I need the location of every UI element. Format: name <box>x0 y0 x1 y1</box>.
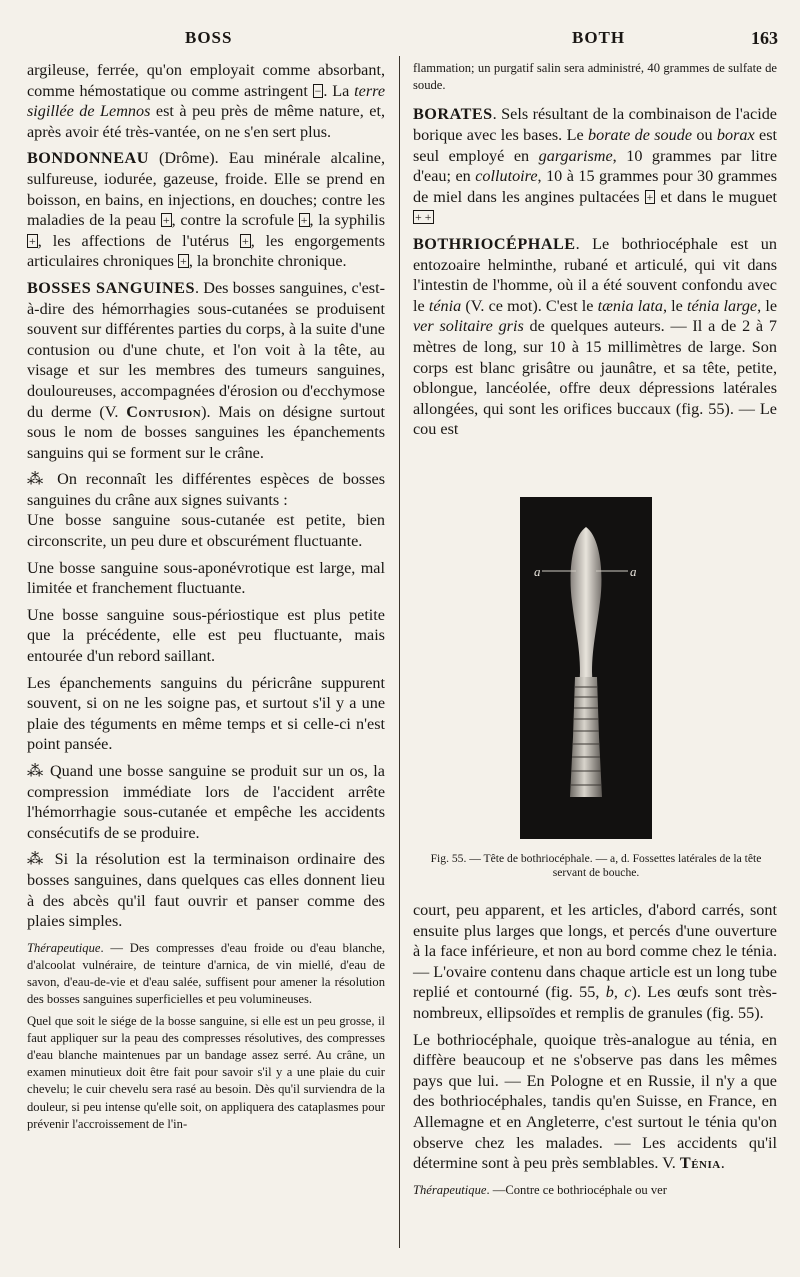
right-column <box>413 60 777 440</box>
entry-heading: BORATES <box>413 105 493 124</box>
paragraph: Une bosse sanguine sous-aponévrotique est large, mal limitée et franchement fluctuante. <box>27 558 385 598</box>
running-header <box>0 28 800 54</box>
page-number: 163 <box>751 28 778 48</box>
paragraph: ⁂ Quand une bosse sanguine se produit sur un os, la compression immédiate lors de l'accident arrête l'hémorrhagie sous-cutanée et empêche les accidents consécutifs de se produire. <box>27 762 385 842</box>
continuation-paragraph: flammation; un purgatif salin sera administré, 40 grammes de sulfate de soude. <box>413 61 777 93</box>
paragraph: Les épanchements sanguins du péricrâne suppurent souvent, si on ne les soigne pas, et surtout s'il y a une plaie des téguments en même temps et si celle-ci n'est point pansée. <box>27 673 385 754</box>
figure-caption: Fig. 55. — Tête de bothriocéphale. — a, d. Fossettes latérales de la tête servant de bouche. <box>430 852 762 879</box>
paragraph: Une bosse sanguine sous-périostique est plus petite que la précédente, elle est peu fluctuante, mais entourée d'un rebord saillant. <box>27 605 385 666</box>
column-divider <box>399 56 400 1248</box>
entry-heading: BONDONNEAU <box>27 149 149 168</box>
left-column <box>27 60 385 1133</box>
entry-borates: BORATES. Sels résultant de la combinaison de l'acide borique avec les bases. Le borate de soude ou borax est seul employé en gargarisme, 10 grammes par litre d'eau; en collutoire, 10 à 15 grammes pour 30 grammes de miel dans les angines pultacées + et dans le muguet + + <box>413 105 778 225</box>
running-head-left: BOSS <box>185 28 233 47</box>
minus-symbol: − <box>314 83 322 98</box>
entry-heading: BOSSES SANGUINES <box>27 278 195 297</box>
tapeworm-illustration <box>520 497 652 839</box>
paragraph: Une bosse sanguine sous-cutanée est petite, bien circonscrite, un peu dure et obscurément fluctuante. <box>27 511 385 551</box>
paragraph: ⁂ Si la résolution est la terminaison ordinaire des bosses sanguines, dans quelques cas elles donnent lieu à des abcès qu'il faut ouvrir et panser comme des plaies simples. <box>27 850 385 931</box>
paragraph: ⁂ On reconnaît les différentes espèces de bosses sanguines du crâne aux signes suivants : <box>27 470 385 509</box>
fig-label-a-right: a <box>630 564 637 579</box>
figure-55-bothriocephale-head <box>520 497 652 839</box>
paragraph-quoique: Le bothriocéphale, quoique très-analogue au ténia, en diffère beaucoup et ne s'observe pas dans les mêmes pays que lui. — En Pologne et en Russie, il n'y a que des bothriocéphales, tandis qu'en Suisse, en France, en Allemagne et en Angleterre, c'est surtout le ténia qu'on observe chez les malades. — Les accidents qu'il détermine sont à peu près semblables. V. Ténia. <box>413 1030 777 1173</box>
entry-bosses-sanguines: BOSSES SANGUINES. Des bosses sanguines, c'est-à-dire des hémorrhagies sous-cutanées se produisent souvent sur différentes parties du corps, à la suite d'une contusion ou d'une chute, et l'on voit à la tête, au visage et sur les membres des tumeurs sanguines, douloureuses, accompagnées d'érosion ou d'ecchymose du derme (V. Contusion). Mais on désigne surtout sous le nom de bosses sanguines les épanchements sanguins qui se forment sur le crâne. <box>27 278 386 462</box>
running-head-right: BOTH <box>572 28 626 47</box>
entry-bondonneau: BONDONNEAU (Drôme). Eau minérale alcaline, sulfureuse, iodurée, gazeuse, froide. Elle se prend en boisson, en bains, en injections, en douches; contre les maladies de la peau + , contre la scrofule + , la syphilis + , les affections de l'utérus + , les engorgements articulaires chroniques + , la bronchite chronique. <box>27 149 386 271</box>
therapeutique-paragraph-2: Quel que soit le siége de la bosse sanguine, si elle est un peu grosse, il faut appliquer sur la peau des compresses résolutives, des compresses d'eau blanche maintenues par un bandage assez serré. Au crâne, un examen minutieux doit être fait pour savoir s'il y a une plaie du cuir chevelu; le cuir chevelu sera rasé au besoin. Dès qu'il surviendra de la douleur, si peu intense qu'elle soit, on appliquera des cataplasmes pour prévenir l'accroissement de l'in- <box>27 1013 385 1131</box>
entry-heading: BOTHRIOCÉPHALE <box>413 234 576 253</box>
paragraph-court: court, peu apparent, et les articles, d'abord carrés, sont ensuite plus larges que longs, et percés d'une ouverture à la face inférieure, et non au bord comme chez le ténia. — L'ovaire contenu dans chaque article est un long tube replié et contourné (fig. 55, b, c). Les œufs sont très-nombreux, ellipsoïdes et remplis de granules (fig. 55). <box>413 901 778 1022</box>
therapeutique-paragraph: Thérapeutique. —Contre ce bothriocéphale ou ver <box>413 1182 667 1197</box>
entry-bothriocephale: BOTHRIOCÉPHALE. Le bothriocéphale est un entozoaire helminthe, rubané et articulé, qui vit dans l'intestin de l'homme, où il a été souvent confondu avec le ténia (V. ce mot). C'est le tænia lata, le ténia large, le ver solitaire gris de quelques auteurs. — Il a de 2 à 7 mètres de long, sur 10 à 15 millimètres de large. Son corps est blanc grisâtre ou jaunâtre, et sa tête, petite, oblongue, lancéolée, offre deux dépressions latérales allongées, qui sont les orifices buccaux (fig. 55). — Le cou est <box>413 234 778 439</box>
fig-label-a-left: a <box>534 564 541 579</box>
right-column-lower <box>413 900 777 1199</box>
paragraph-argileuse: argileuse, ferrée, qu'on employait comme absorbant, comme hémostatique ou comme astringent − . La terre sigillée de Lemnos est à peu près de même nature, et, après avoir été très-vantée, on ne s'en sert plus. <box>27 61 386 141</box>
therapeutique-paragraph: Thérapeutique. — Des compresses d'eau froide ou d'eau blanche, d'alcoolat vulnéraire, de teinture d'arnica, de vin miellé, d'eau de savon, d'eau-de-vie et d'eau salée, suffisent pour amener la résolution des bosses sanguines superficielles et peu volumineuses. <box>27 940 385 1007</box>
